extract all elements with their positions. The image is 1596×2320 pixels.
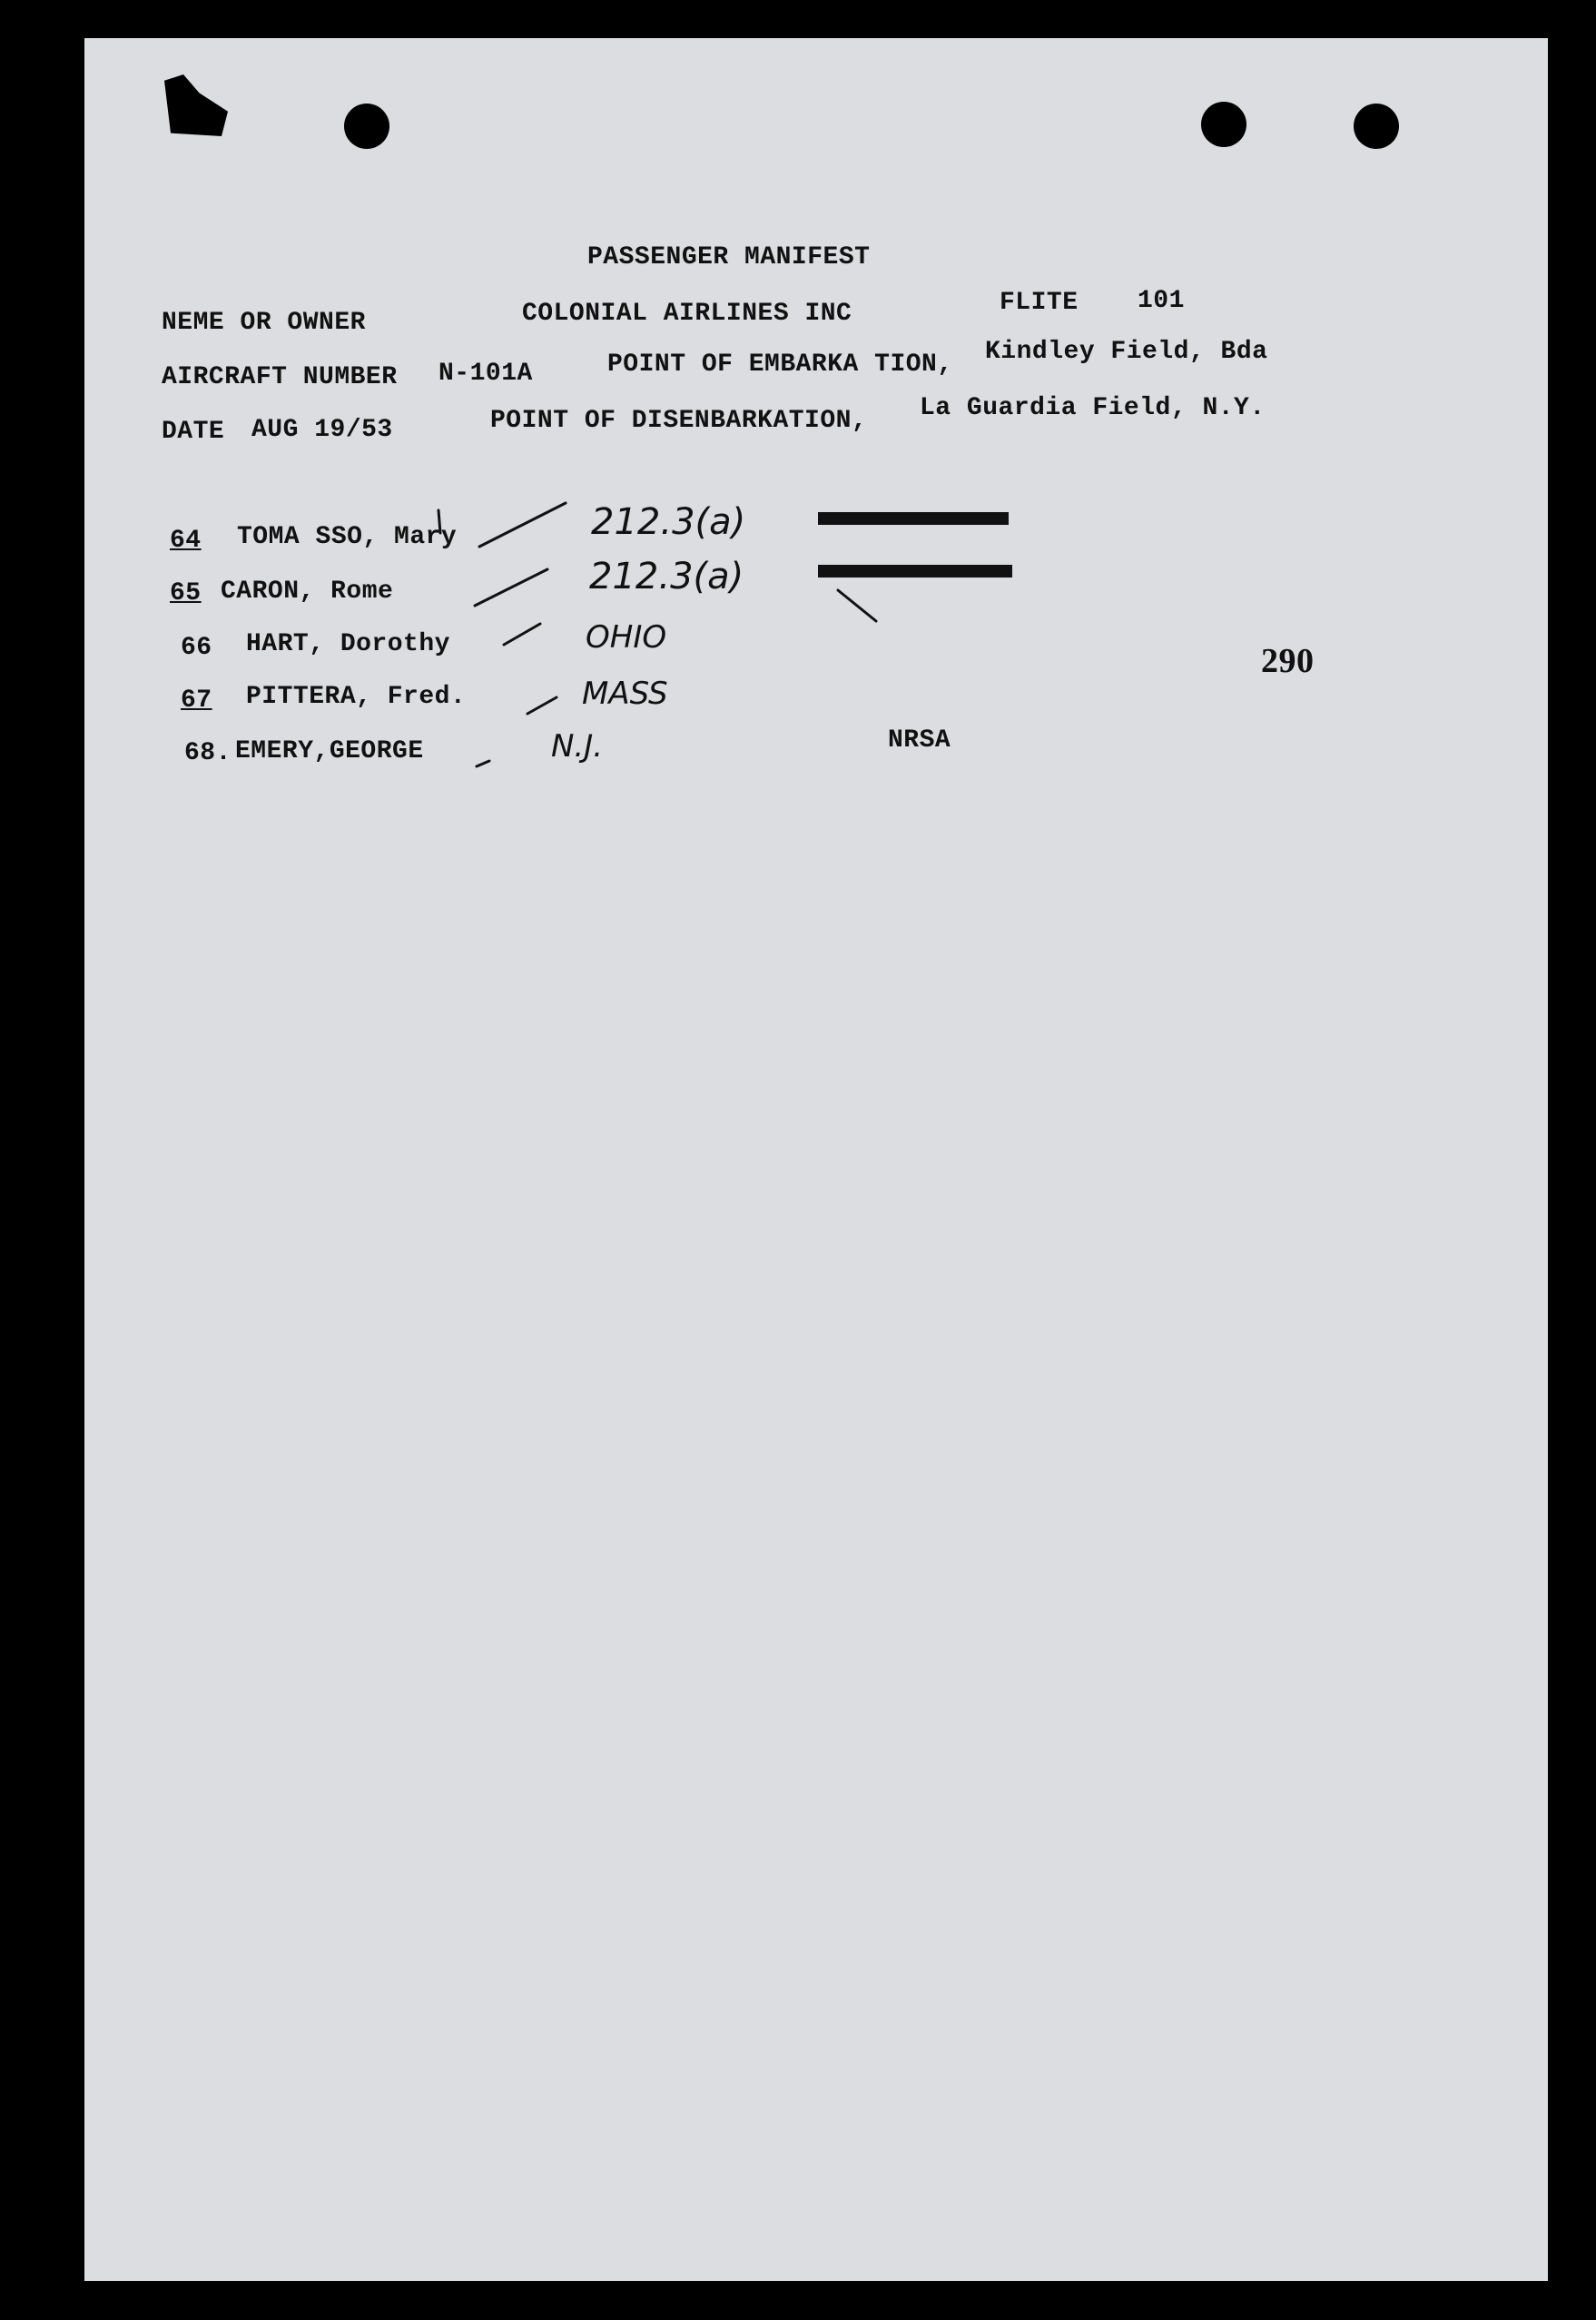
- passenger-name: CARON, Rome: [221, 578, 394, 606]
- passenger-number: 67: [181, 686, 212, 715]
- aircraft-value: N-101A: [438, 360, 533, 388]
- passenger-note: 212.3(a): [591, 501, 746, 543]
- nrsa-stamp: NRSA: [888, 726, 951, 755]
- passenger-note: N.J.: [551, 728, 604, 765]
- owner-label: NEME OR OWNER: [162, 309, 366, 337]
- manifest-title: PASSENGER MANIFEST: [587, 243, 871, 271]
- passenger-note: MASS: [582, 676, 668, 712]
- embark-value: Kindley Field, Bda: [985, 338, 1268, 366]
- check-mark: [838, 590, 876, 621]
- manifest-sheet: [84, 38, 1548, 2281]
- check-mark: [438, 510, 440, 533]
- passenger-number: 66: [181, 634, 212, 662]
- check-marks: [84, 38, 1548, 2281]
- page-number: 290: [1261, 642, 1315, 680]
- disembark-value: La Guardia Field, N.Y.: [920, 394, 1266, 422]
- passenger-number: 65: [170, 579, 202, 607]
- passenger-name: EMERY,GEORGE: [235, 737, 424, 765]
- owner-value: COLONIAL AIRLINES INC: [522, 300, 852, 328]
- check-mark: [504, 624, 540, 645]
- date-label: DATE: [162, 418, 225, 446]
- passenger-note: OHIO: [586, 619, 667, 656]
- passenger-name: HART, Dorothy: [246, 630, 450, 658]
- check-mark: [527, 697, 557, 714]
- passenger-note: 212.3(a): [589, 556, 744, 597]
- passenger-number: 64: [170, 527, 202, 555]
- flite-value: 101: [1138, 287, 1185, 315]
- disembark-label: POINT OF DISENBARKATION,: [490, 407, 868, 435]
- date-value: AUG 19/53: [251, 416, 393, 444]
- passenger-number: 68.: [184, 739, 232, 767]
- flite-label: FLITE: [1000, 289, 1079, 317]
- check-mark: [479, 503, 566, 547]
- aircraft-label: AIRCRAFT NUMBER: [162, 363, 398, 391]
- embark-label: POINT OF EMBARKA TION,: [607, 350, 953, 379]
- passenger-name: PITTERA, Fred.: [246, 683, 467, 711]
- check-mark: [477, 761, 489, 766]
- passenger-name: TOMA SSO, Mary: [237, 523, 458, 551]
- check-mark: [475, 569, 547, 606]
